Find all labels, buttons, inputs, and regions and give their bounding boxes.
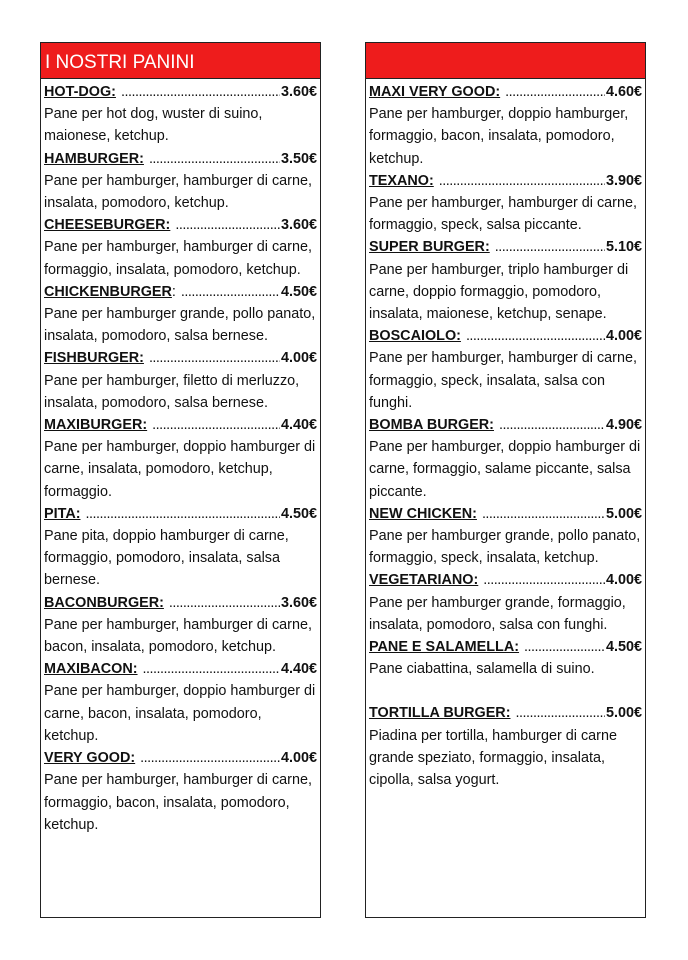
item-description: Pane per hamburger grande, pollo panato, insalata, pomodoro, salsa bernese. <box>44 306 316 345</box>
item-description: Pane per hamburger grande, formaggio, insalata, pomodoro, salsa con funghi. <box>369 594 626 633</box>
dot-leader <box>86 503 280 525</box>
item-price: 3.60€ <box>280 217 317 234</box>
item-name: MAXIBACON: <box>44 661 138 678</box>
dot-leader <box>516 702 605 724</box>
menu-item <box>369 503 642 570</box>
dot-leader <box>524 636 605 658</box>
menu-list <box>41 79 320 836</box>
dot-leader <box>152 414 280 436</box>
menu-item <box>369 81 642 170</box>
menu-item <box>44 658 317 747</box>
item-description: Pane ciabattina, salamella di suino. <box>369 661 595 678</box>
dot-leader <box>149 347 280 369</box>
item-description: Pane per hamburger, hamburger di carne, formaggio, insalata, pomodoro, ketchup. <box>44 239 312 278</box>
item-name: VERY GOOD: <box>44 750 136 767</box>
item-description: Pane per hamburger, doppio hamburger, formaggio, bacon, insalata, pomodoro, ketchup. <box>369 106 629 167</box>
item-price: 4.50€ <box>280 505 317 522</box>
item-name: FISHBURGER: <box>44 350 144 367</box>
dot-leader <box>143 658 280 680</box>
item-name: TEXANO: <box>369 172 434 189</box>
dot-leader <box>169 592 280 614</box>
item-price: 3.90€ <box>605 172 642 189</box>
item-price: 3.50€ <box>280 150 317 167</box>
column-title: I NOSTRI PANINI <box>41 43 320 79</box>
item-description: Pane per hamburger, filetto di merluzzo, insalata, pomodoro, salsa bernese. <box>44 372 300 411</box>
dot-leader <box>499 414 605 436</box>
menu-item <box>44 747 317 836</box>
item-name: BOSCAIOLO: <box>369 328 461 345</box>
item-description: Pane per hamburger, triplo hamburger di carne, doppio formaggio, pomodoro, insalata, maionese, ketchup, senape. <box>369 261 629 323</box>
menu-item <box>369 636 642 680</box>
item-name: HOT-DOG: <box>44 84 116 100</box>
menu-item <box>369 170 642 237</box>
item-price: 4.00€ <box>605 572 642 589</box>
item-price: 4.90€ <box>605 417 642 434</box>
menu-item <box>369 414 642 503</box>
item-price: 5.00€ <box>605 505 642 522</box>
menu-item <box>369 569 642 636</box>
item-name: PANE E SALAMELLA: <box>369 639 520 656</box>
item-price: 4.50€ <box>605 639 642 656</box>
item-price: 3.60€ <box>280 84 317 100</box>
menu-column-right <box>365 42 646 918</box>
item-description: Pane per hamburger, hamburger di carne, formaggio, speck, salsa piccante. <box>369 195 637 234</box>
item-price: 4.40€ <box>280 417 317 434</box>
dot-leader <box>466 325 605 347</box>
dot-leader <box>121 81 280 103</box>
item-price: 5.10€ <box>605 239 642 256</box>
item-price: 4.40€ <box>280 661 317 678</box>
item-name: CHEESEBURGER: <box>44 217 171 234</box>
item-description: Pane per hamburger, doppio hamburger di carne, bacon, insalata, pomodoro, ketchup. <box>44 683 316 744</box>
menu-item <box>44 148 317 215</box>
item-price: 4.00€ <box>280 350 317 367</box>
item-description: Pane pita, doppio hamburger di carne, formaggio, pomodoro, insalata, salsa bernese. <box>44 528 289 589</box>
dot-leader <box>140 747 280 769</box>
dot-leader <box>495 236 605 258</box>
menu-item <box>369 325 642 414</box>
menu-item <box>369 236 642 325</box>
menu-item <box>44 414 317 503</box>
dot-leader <box>505 81 605 103</box>
menu-item <box>44 347 317 414</box>
item-name: MAXI VERY GOOD: <box>369 84 501 100</box>
column-title <box>366 43 645 79</box>
item-description: Pane per hamburger grande, pollo panato, formaggio, speck, insalata, ketchup. <box>369 528 641 567</box>
item-name: BACONBURGER: <box>44 594 164 611</box>
dot-leader <box>439 170 605 192</box>
dot-leader <box>483 569 605 591</box>
item-description: Pane per hamburger, hamburger di carne, formaggio, bacon, insalata, pomodoro, ketchup. <box>44 772 312 833</box>
menu-column-left <box>40 42 321 918</box>
item-name: SUPER BURGER: <box>369 239 490 256</box>
menu-item <box>44 503 317 592</box>
item-price: 3.60€ <box>280 594 317 611</box>
item-description: Pane per hamburger, doppio hamburger di carne, formaggio, salame piccante, salsa piccante. <box>369 439 641 500</box>
item-price: 4.00€ <box>605 328 642 345</box>
item-description: Pane per hot dog, wuster di suino, maionese, ketchup. <box>44 106 263 145</box>
item-price: 4.50€ <box>280 283 317 300</box>
item-separator: : <box>171 283 176 300</box>
menu-item <box>44 592 317 659</box>
item-description: Pane per hamburger, hamburger di carne, insalata, pomodoro, ketchup. <box>44 172 312 212</box>
dot-leader <box>482 503 605 525</box>
menu-item <box>44 281 317 348</box>
item-name: VEGETARIANO: <box>369 572 479 589</box>
item-description: Pane per hamburger, doppio hamburger di carne, insalata, pomodoro, ketchup, formaggio. <box>44 439 316 500</box>
item-price: 5.00€ <box>605 705 642 722</box>
item-name: CHICKENBURGER <box>44 283 172 300</box>
dot-leader <box>181 281 280 303</box>
item-name: HAMBURGER: <box>44 150 144 167</box>
menu-item <box>44 214 317 281</box>
item-name: PITA: <box>44 505 81 522</box>
item-description: Pane per hamburger, hamburger di carne, bacon, insalata, pomodoro, ketchup. <box>44 616 312 656</box>
item-name: NEW CHICKEN: <box>369 505 477 522</box>
item-name: TORTILLA BURGER: <box>369 705 511 722</box>
dot-leader <box>149 148 280 170</box>
item-price: 4.00€ <box>280 750 317 767</box>
item-description: Piadina per tortilla, hamburger di carne grande speziato, formaggio, insalata, cipolla, salsa yogurt. <box>369 727 617 789</box>
menu-item <box>44 81 317 148</box>
menu-list <box>366 79 645 791</box>
item-description: Pane per hamburger, hamburger di carne, formaggio, speck, insalata, salsa con funghi. <box>369 350 637 411</box>
item-name: BOMBA BURGER: <box>369 417 494 434</box>
item-name: MAXIBURGER: <box>44 417 148 434</box>
item-price: 4.60€ <box>605 84 642 100</box>
dot-leader <box>175 214 280 236</box>
menu-item <box>369 702 642 791</box>
